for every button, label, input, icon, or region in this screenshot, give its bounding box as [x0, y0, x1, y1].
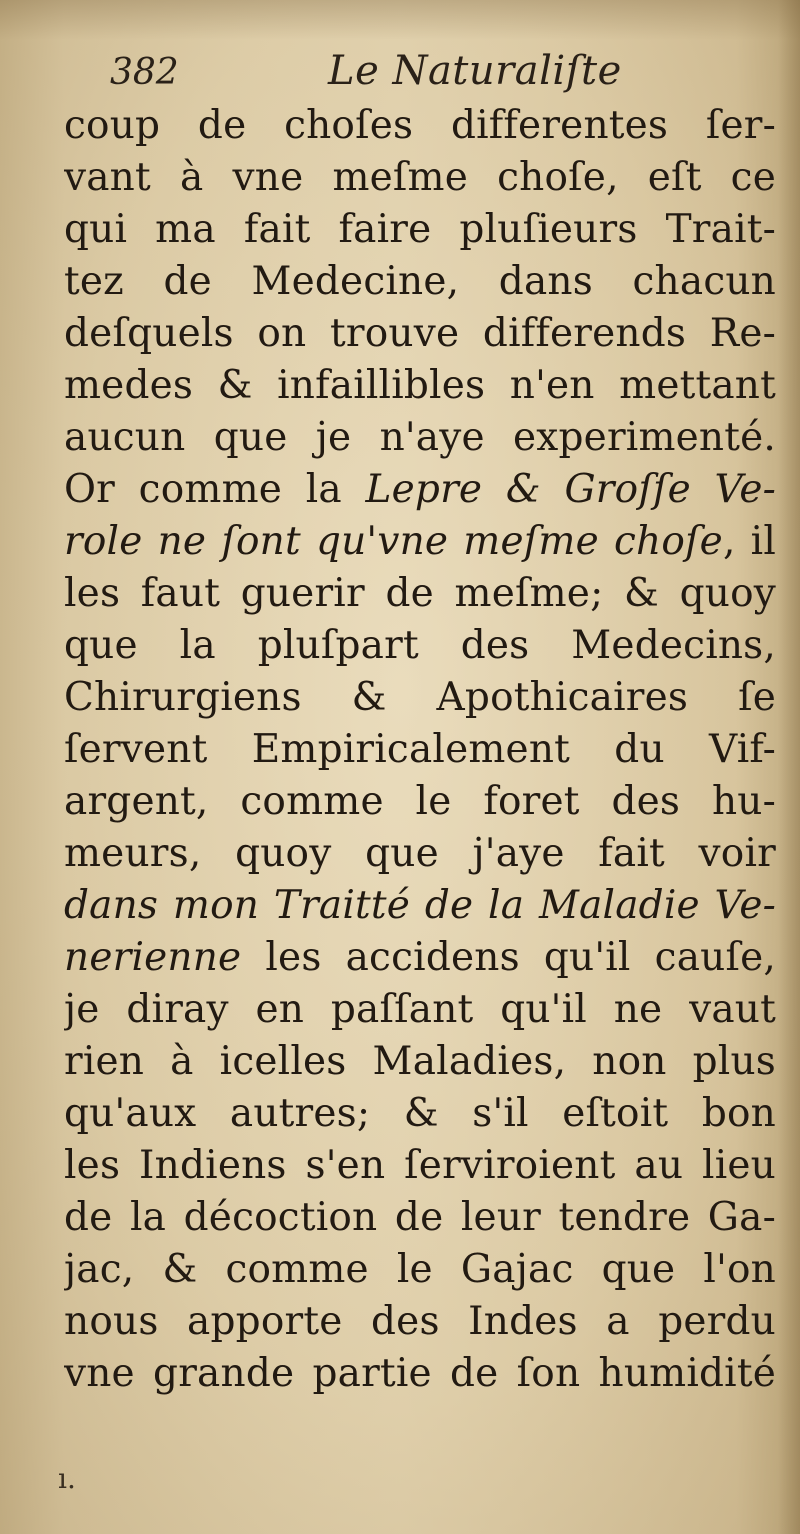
text-segment: vant à vne meſme choſe, eſt ce	[64, 155, 776, 200]
text-segment: les accidens qu'il cauſe,	[241, 935, 776, 980]
text-line	[64, 1244, 776, 1296]
text-line	[64, 464, 776, 516]
italic-text-segment: nerienne	[64, 935, 242, 980]
text-line	[64, 620, 776, 672]
page-shadow-right	[778, 0, 800, 1534]
text-line	[64, 1192, 776, 1244]
text-segment: rien à icelles Maladies, non plus	[64, 1039, 776, 1084]
text-line	[64, 776, 776, 828]
text-line	[64, 1348, 776, 1400]
text-segment: Or comme la	[64, 467, 366, 512]
text-segment: Chirurgiens & Apothicaires ſe	[64, 675, 776, 720]
text-line	[64, 828, 776, 880]
italic-text-segment: role ne ſont qu'vne meſme choſe	[64, 519, 723, 564]
page-number: 382	[110, 52, 179, 93]
text-segment: coup de choſes differentes ſer-	[64, 103, 776, 148]
text-line	[64, 1296, 776, 1348]
text-line	[64, 360, 776, 412]
text-segment: qu'aux autres; & s'il eſtoit bon	[64, 1091, 776, 1136]
text-line	[64, 672, 776, 724]
text-line	[64, 256, 776, 308]
page-header	[110, 48, 750, 108]
text-line	[64, 100, 776, 152]
text-line	[64, 1036, 776, 1088]
text-line	[64, 724, 776, 776]
text-line	[64, 568, 776, 620]
text-segment: , il	[722, 519, 776, 564]
text-line	[64, 1140, 776, 1192]
italic-text-segment: dans mon Traitté de la Maladie Ve-	[64, 883, 776, 928]
text-segment: deſquels on trouve differends Re-	[64, 311, 776, 356]
text-line	[64, 516, 776, 568]
text-line	[64, 308, 776, 360]
text-line	[64, 932, 776, 984]
text-segment: tez de Medecine, dans chacun	[64, 259, 776, 304]
text-segment: meurs, quoy que j'aye fait voir	[64, 831, 776, 876]
text-line	[64, 412, 776, 464]
text-segment: les faut guerir de meſme; & quoy	[64, 571, 776, 616]
text-line	[64, 880, 776, 932]
text-segment: argent, comme le foret des hu-	[64, 779, 776, 824]
text-segment: je diray en paſſant qu'il ne vaut	[64, 987, 776, 1032]
text-segment: nous apporte des Indes a perdu	[64, 1299, 776, 1344]
text-segment: qui ma fait faire pluſieurs Trait-	[64, 207, 776, 252]
text-segment: de la décoction de leur tendre Ga-	[64, 1195, 776, 1240]
running-title: Le Naturaliſte	[328, 48, 622, 94]
page-shadow-top	[0, 0, 800, 40]
text-segment: jac, & comme le Gajac que l'on	[64, 1247, 776, 1292]
text-segment: aucun que je n'aye experimenté.	[64, 415, 776, 460]
text-segment: vne grande partie de ſon humidité	[64, 1351, 776, 1396]
italic-text-segment: Lepre & Groſſe Ve-	[365, 467, 776, 512]
text-line	[64, 204, 776, 256]
text-segment: ſervent Empiricalement du Vif-	[64, 727, 776, 772]
text-segment: medes & infaillibles n'en mettant	[64, 363, 776, 408]
text-segment: que la pluſpart des Medecins,	[64, 623, 776, 668]
text-line	[64, 1088, 776, 1140]
text-line	[64, 984, 776, 1036]
text-segment: les Indiens s'en ſerviroient au lieu	[64, 1143, 776, 1188]
text-line	[64, 152, 776, 204]
footer-mark: ı.	[58, 1462, 76, 1495]
body-text	[64, 100, 776, 1400]
